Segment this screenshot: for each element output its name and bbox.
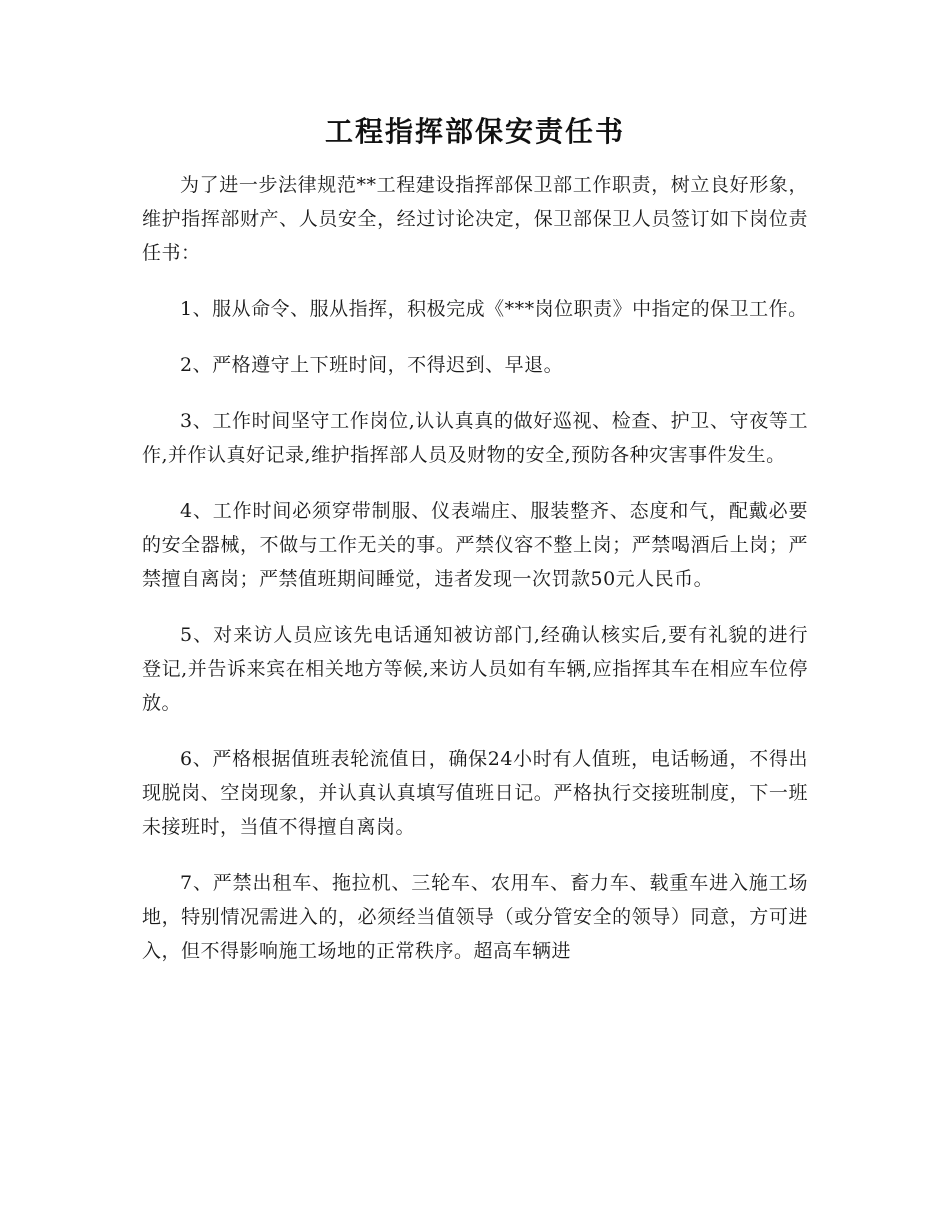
document-title: 工程指挥部保安责任书 <box>324 115 625 148</box>
paragraph-clause-7: 7、严禁出租车、拖拉机、三轮车、农用车、畜力车、载重车进入施工场地，特别情况需进入的，必须经当值领导（或分管安全的领导）同意，方可进入，但不得影响施工场地的正常秩序。超高车辆进 <box>142 872 808 962</box>
document-body <box>142 168 808 968</box>
paragraph-clause-6: 6、严格根据值班表轮流值日，确保24小时有人值班，电话畅通，不得出现脱岗、空岗现象，并认真认真填写值班日记。严格执行交接班制度，下一班未接班时，当值不得擅自离岗。 <box>142 748 808 838</box>
paragraph-clause-1: 1、服从命令、服从指挥，积极完成《***岗位职责》中指定的保卫工作。 <box>180 298 808 320</box>
paragraph-intro: 为了进一步法律规范**工程建设指挥部保卫部工作职责，树立良好形象，维护指挥部财产、人员安全，经过讨论决定，保卫部保卫人员签订如下岗位责任书： <box>142 174 808 264</box>
paragraph-clause-5: 5、对来访人员应该先电话通知被访部门,经确认核实后,要有礼貌的进行登记,并告诉来宾在相关地方等候,来访人员如有车辆,应指挥其车在相应车位停放。 <box>142 624 808 714</box>
paragraph-clause-3: 3、工作时间坚守工作岗位,认认真真的做好巡视、检查、护卫、守夜等工作,并作认真好记录,维护指挥部人员及财物的安全,预防各种灾害事件发生。 <box>142 410 808 466</box>
paragraph-clause-4: 4、工作时间必须穿带制服、仪表端庄、服装整齐、态度和气，配戴必要的安全器械，不做与工作无关的事。严禁仪容不整上岗；严禁喝酒后上岗；严禁擅自离岗；严禁值班期间睡觉，违者发现一次罚款50元人民币。 <box>142 500 808 590</box>
paragraph-clause-2: 2、严格遵守上下班时间，不得迟到、早退。 <box>180 354 564 376</box>
